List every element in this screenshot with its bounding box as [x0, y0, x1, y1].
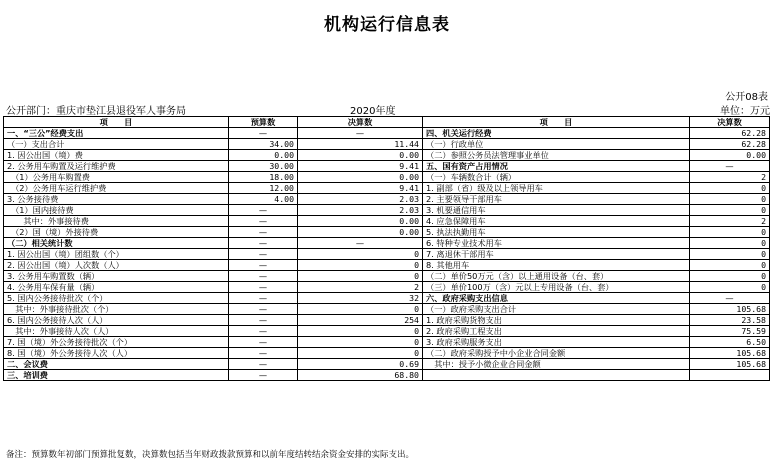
table-row: [4, 227, 770, 238]
row-actual: 0: [298, 326, 423, 337]
row-right-item: 5. 执法执勤用车: [423, 227, 690, 238]
row-actual: 0.69: [298, 359, 423, 370]
row-actual: 0: [298, 348, 423, 359]
info-table: [3, 116, 770, 381]
row-right-actual: 0: [690, 194, 770, 205]
row-budget: —: [229, 282, 298, 293]
page-title: 机构运行信息表: [324, 15, 450, 35]
row-right-actual: 62.28: [690, 128, 770, 139]
row-budget: —: [229, 205, 298, 216]
row-budget: —: [229, 337, 298, 348]
row-right-actual: 0: [690, 238, 770, 249]
row-budget: —: [229, 238, 298, 249]
row-left-item: 5. 国内公务接待批次（个）: [4, 293, 229, 304]
row-budget: —: [229, 260, 298, 271]
header-right-actual: 决算数: [690, 117, 770, 128]
row-actual: 2: [298, 282, 423, 293]
table-row: [4, 315, 770, 326]
row-budget: —: [229, 315, 298, 326]
row-right-actual: 0: [690, 260, 770, 271]
table-header-row: [4, 117, 770, 128]
table-row: [4, 359, 770, 370]
row-right-actual: 0: [690, 271, 770, 282]
table-row: [4, 194, 770, 205]
row-right-item: 1. 政府采购货物支出: [423, 315, 690, 326]
header-left-item: 项 目: [4, 117, 229, 128]
header-budget: 预算数: [229, 117, 298, 128]
row-budget: 34.00: [229, 139, 298, 150]
row-right-item: 4. 应急保障用车: [423, 216, 690, 227]
row-actual: —: [298, 128, 423, 139]
header-actual: 决算数: [298, 117, 423, 128]
row-right-actual: 23.58: [690, 315, 770, 326]
row-right-item: 8. 其他用车: [423, 260, 690, 271]
form-code: 公开08表: [725, 92, 768, 103]
row-right-actual: 0: [690, 183, 770, 194]
row-right-actual: 105.68: [690, 359, 770, 370]
row-actual: 0: [298, 249, 423, 260]
row-left-item: 一、“三公”经费支出: [4, 128, 229, 139]
row-actual: 9.41: [298, 183, 423, 194]
row-right-item: 3. 政府采购服务支出: [423, 337, 690, 348]
row-right-item: 其中：授予小微企业合同金额: [423, 359, 690, 370]
row-actual: 0.00: [298, 227, 423, 238]
row-budget: —: [229, 304, 298, 315]
row-right-item: [423, 370, 690, 381]
fiscal-year: 2020年度: [350, 106, 396, 117]
table-row: [4, 183, 770, 194]
row-actual: 2.03: [298, 205, 423, 216]
table-row: [4, 293, 770, 304]
row-right-actual: 0.00: [690, 150, 770, 161]
row-right-item: 3. 机要通信用车: [423, 205, 690, 216]
table-row: [4, 326, 770, 337]
table-row: [4, 128, 770, 139]
row-budget: —: [229, 249, 298, 260]
row-right-item: 四、机关运行经费: [423, 128, 690, 139]
table-row: [4, 161, 770, 172]
row-actual: 0.00: [298, 150, 423, 161]
row-right-item: （一）车辆数合计（辆）: [423, 172, 690, 183]
row-left-item: 4. 公务用车保有量（辆）: [4, 282, 229, 293]
row-right-item: 2. 政府采购工程支出: [423, 326, 690, 337]
row-right-actual: 0: [690, 249, 770, 260]
row-left-item: （2）公务用车运行维护费: [4, 183, 229, 194]
row-right-item: 2. 主要领导干部用车: [423, 194, 690, 205]
row-budget: —: [229, 128, 298, 139]
row-right-item: 6. 特种专业技术用车: [423, 238, 690, 249]
row-left-item: 3. 公务接待费: [4, 194, 229, 205]
row-actual: 0: [298, 271, 423, 282]
row-left-item: （1）国内接待费: [4, 205, 229, 216]
row-left-item: 二、会议费: [4, 359, 229, 370]
row-right-actual: 62.28: [690, 139, 770, 150]
table-row: [4, 370, 770, 381]
table-row: [4, 348, 770, 359]
row-left-item: （二）相关统计数: [4, 238, 229, 249]
row-left-item: 其中：外事接待人次（人）: [4, 326, 229, 337]
row-left-item: （1）公务用车购置费: [4, 172, 229, 183]
row-right-actual: —: [690, 293, 770, 304]
row-right-actual: 0: [690, 205, 770, 216]
row-actual: 254: [298, 315, 423, 326]
row-actual: 0: [298, 304, 423, 315]
row-actual: 11.44: [298, 139, 423, 150]
table-row: [4, 282, 770, 293]
unit-label: 单位：万元: [720, 106, 770, 117]
row-left-item: 1. 因公出国（境）团组数（个）: [4, 249, 229, 260]
row-left-item: 2. 公务用车购置及运行维护费: [4, 161, 229, 172]
row-actual: 0.00: [298, 216, 423, 227]
row-left-item: 8. 国（境）外公务接待人次（人）: [4, 348, 229, 359]
table-row: [4, 205, 770, 216]
row-right-item: （三）单价100万（含）元以上专用设备（台、套）: [423, 282, 690, 293]
row-right-actual: 105.68: [690, 348, 770, 359]
row-budget: —: [229, 326, 298, 337]
row-right-actual: 0: [690, 227, 770, 238]
row-actual: 0: [298, 260, 423, 271]
row-right-actual: 105.68: [690, 304, 770, 315]
row-left-item: 2. 因公出国（境）人次数（人）: [4, 260, 229, 271]
table-row: [4, 260, 770, 271]
row-actual: 68.80: [298, 370, 423, 381]
row-left-item: 6. 国内公务接待人次（人）: [4, 315, 229, 326]
row-right-item: 1. 副部（省）级及以上领导用车: [423, 183, 690, 194]
table-row: [4, 172, 770, 183]
row-actual: 2.03: [298, 194, 423, 205]
row-right-actual: 75.59: [690, 326, 770, 337]
row-right-item: （一）政府采购支出合计: [423, 304, 690, 315]
row-right-actual: 0: [690, 282, 770, 293]
row-right-item: （二）政府采购授予中小企业合同金额: [423, 348, 690, 359]
row-budget: —: [229, 370, 298, 381]
row-right-item: 7. 离退休干部用车: [423, 249, 690, 260]
footnote: 备注：预算数年初部门预算批复数，决算数包括当年财政拨款预算和以前年度结转结余资金安排的实际支出。: [6, 450, 415, 460]
row-actual: —: [298, 238, 423, 249]
row-right-item: 五、国有资产占用情况: [423, 161, 690, 172]
row-right-actual: 2: [690, 216, 770, 227]
row-right-actual: 6.50: [690, 337, 770, 348]
table-row: [4, 249, 770, 260]
table-row: [4, 150, 770, 161]
department-label: 公开部门：重庆市垫江县退役军人事务局: [6, 106, 186, 117]
row-actual: 0: [298, 337, 423, 348]
table-row: [4, 271, 770, 282]
row-actual: 32: [298, 293, 423, 304]
row-left-item: （2）国（境）外接待费: [4, 227, 229, 238]
row-budget: 18.00: [229, 172, 298, 183]
row-budget: —: [229, 359, 298, 370]
row-budget: 30.00: [229, 161, 298, 172]
row-budget: 4.00: [229, 194, 298, 205]
table-row: [4, 216, 770, 227]
row-actual: 9.41: [298, 161, 423, 172]
row-budget: —: [229, 348, 298, 359]
row-budget: —: [229, 271, 298, 282]
row-left-item: （一）支出合计: [4, 139, 229, 150]
row-right-actual: [690, 370, 770, 381]
row-actual: 0.00: [298, 172, 423, 183]
row-budget: 0.00: [229, 150, 298, 161]
row-right-actual: —: [690, 161, 770, 172]
row-right-actual: 2: [690, 172, 770, 183]
table-row: [4, 238, 770, 249]
row-right-item: （二）参照公务员法管理事业单位: [423, 150, 690, 161]
row-left-item: 三、培训费: [4, 370, 229, 381]
row-budget: 12.00: [229, 183, 298, 194]
table-row: [4, 337, 770, 348]
row-budget: —: [229, 216, 298, 227]
row-left-item: 1. 因公出国（境）费: [4, 150, 229, 161]
row-left-item: 其中：外事接待批次（个）: [4, 304, 229, 315]
row-right-item: （一）行政单位: [423, 139, 690, 150]
table-row: [4, 139, 770, 150]
row-right-item: （二）单价50万元（含）以上通用设备（台、套）: [423, 271, 690, 282]
header-right-item: 项 目: [423, 117, 690, 128]
row-left-item: 3. 公务用车购置数（辆）: [4, 271, 229, 282]
table-row: [4, 304, 770, 315]
row-budget: —: [229, 227, 298, 238]
row-budget: —: [229, 293, 298, 304]
row-left-item: 7. 国（境）外公务接待批次（个）: [4, 337, 229, 348]
row-right-item: 六、政府采购支出信息: [423, 293, 690, 304]
row-left-item: 其中：外事接待费: [4, 216, 229, 227]
